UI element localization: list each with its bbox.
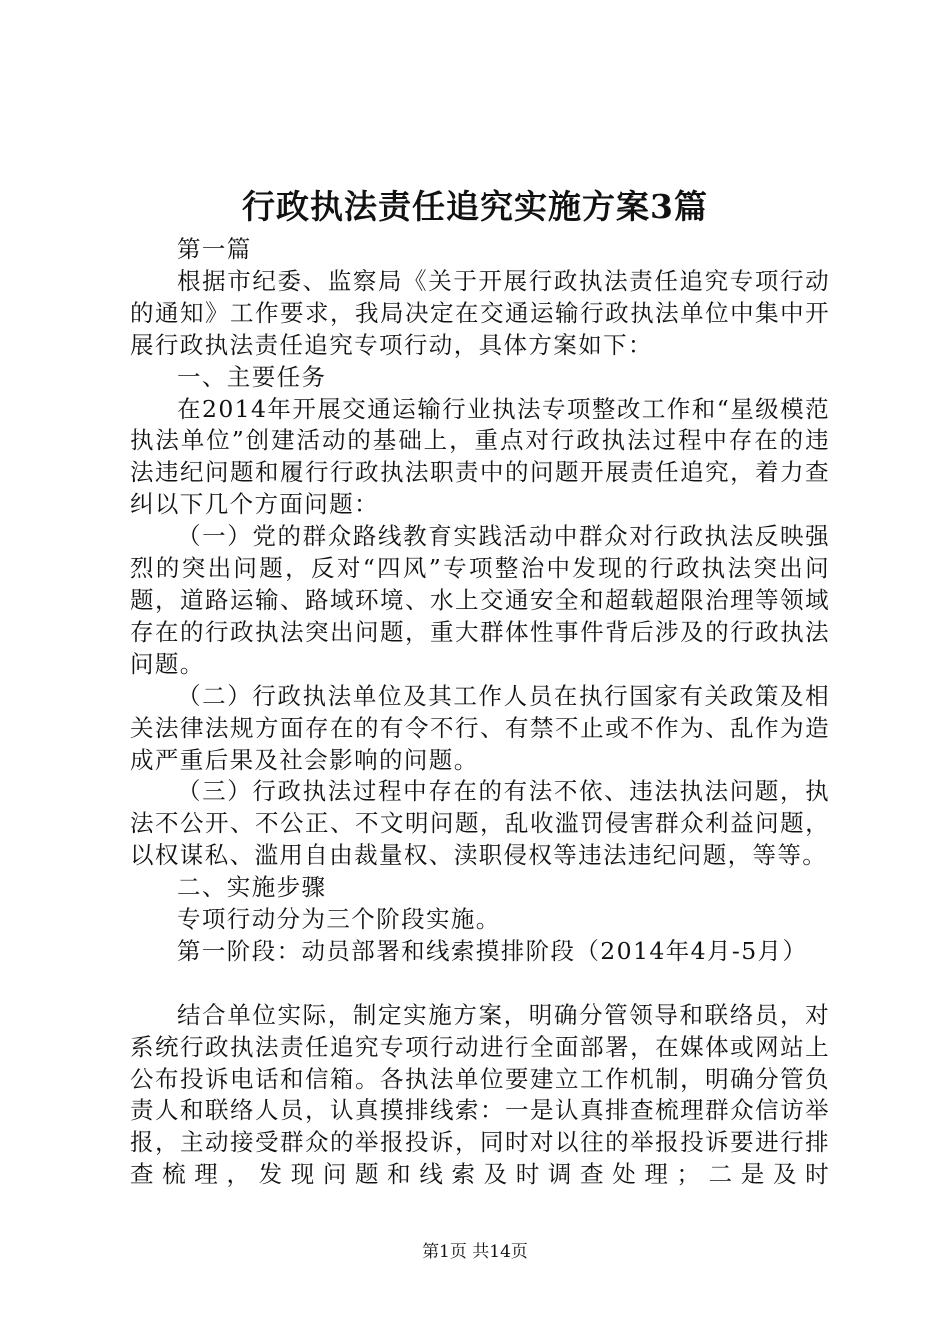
phase-one-heading: 第一阶段：动员部署和线索摸排阶段（2014年4月-5月） xyxy=(177,936,808,965)
task-item-two: （二）行政执法单位及其工作人员在执行国家有关政策及相关法律法规方面存在的有令不行、有禁不止或不作为、乱作为造成严重后果及社会影响的问题。 xyxy=(130,681,830,774)
intro-paragraph: 根据市纪委、监察局《关于开展行政执法责任追究专项行动的通知》工作要求，我局决定在交通运输行政执法单位中集中开展行政执法责任追究专项行动，具体方案如下： xyxy=(130,266,830,359)
document-body xyxy=(130,234,830,1191)
section-heading-steps: 二、实施步骤 xyxy=(177,873,327,902)
task-item-three: （三）行政执法过程中存在的有法不依、违法执法问题，执法不公开、不公正、不文明问题，乱收滥罚侵害群众利益问题，以权谋私、滥用自由裁量权、渎职侵权等违法违纪问题，等等。 xyxy=(130,777,830,870)
phase-one-paragraph: 结合单位实际，制定实施方案，明确分管领导和联络员，对系统行政执法责任追究专项行动进行全面部署，在媒体或网站上公布投诉电话和信箱。各执法单位要建立工作机制，明确分管负责人和联络人员，认真摸排线索：一是认真排查梳理群众信访举报，主动接受群众的举报投诉，同时对以往的举报投诉要进行排查梳理，发现问题和线索及时调查处理；二是及时 xyxy=(130,1000,830,1189)
task-item-one: （一）党的群众路线教育实践活动中群众对行政执法反映强烈的突出问题，反对“四风”专项整治中发现的行政执法突出问题，道路运输、路域环境、水上交通安全和超载超限治理等领域存在的行政执法突出问题，重大群体性事件背后涉及的行政执法问题。 xyxy=(130,522,830,678)
page-number: 第1页 共14页 xyxy=(422,1242,528,1262)
section-heading-main-tasks: 一、主要任务 xyxy=(177,362,327,391)
steps-intro-paragraph: 专项行动分为三个阶段实施。 xyxy=(177,905,501,934)
blank-line xyxy=(130,968,830,1000)
main-tasks-paragraph: 在2014年开展交通运输行业执法专项整改工作和“星级模范执法单位”创建活动的基础上，重点对行政执法过程中存在的违法违纪问题和履行行政执法职责中的问题开展责任追究，着力查纠以下几个方面问题： xyxy=(130,394,830,519)
section-heading-part-one: 第一篇 xyxy=(177,235,252,263)
document-title: 行政执法责任追究实施方案3篇 xyxy=(242,187,708,226)
